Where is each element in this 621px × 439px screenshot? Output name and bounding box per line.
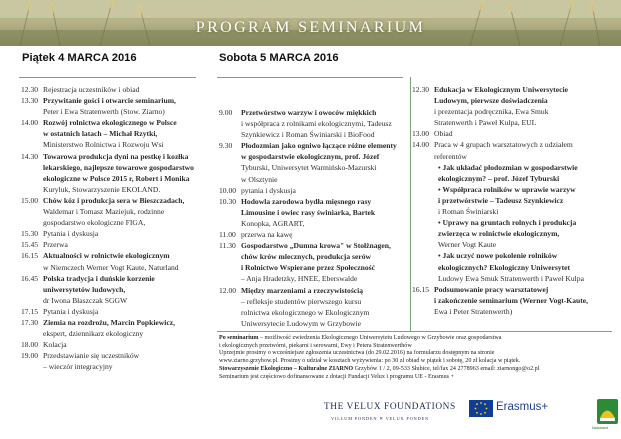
schedule-time: 12.30 (21, 85, 39, 94)
banner-title: PROGRAM SEMINARIUM (195, 19, 426, 36)
schedule-body (241, 240, 412, 284)
schedule-time: 16.15 (412, 284, 430, 294)
schedule-line: Rozwój rolnictwa ekologicznego w Polsce (43, 118, 177, 128)
schedule-body (241, 229, 412, 240)
schedule-time: 10.00 (219, 185, 237, 195)
schedule-time: 13.30 (21, 96, 39, 106)
schedule-entry (21, 339, 211, 350)
schedule-line: – refleksje studentów pierwszego kursu (241, 296, 362, 306)
schedule-line: i zakończenie seminarium (Werner Vogt-Kaute, (434, 295, 589, 305)
info-text: Grzybów 1 / 2, 09-533 Słubice, tel/fax 24 2778963 email: ziarnongo@o2.pl (353, 365, 540, 372)
schedule-time: 18.00 (21, 340, 39, 350)
schedule-line: i współpraca z rolnikami ekologicznymi, Tadeusz (241, 119, 392, 129)
schedule-entry (21, 228, 211, 239)
schedule-body (241, 196, 412, 229)
schedule-line: Gospodarstwo „Dumna krowa" w Stołżnagen, (241, 241, 391, 251)
divider (19, 77, 196, 78)
schedule-line: Pytania i dyskusja (43, 229, 99, 239)
schedule-line: w Niemczech Werner Vogt Kaute, Naturland (43, 262, 179, 272)
schedule-time: 14.30 (21, 151, 39, 161)
schedule-entry (21, 250, 211, 272)
schedule-line: ekologiczne w Polsce 2015 r, Robert i Monika (43, 173, 190, 183)
schedule-line: Peter i Ewa Stratenwerth (Stow. Ziarno) (43, 107, 165, 117)
schedule-entry (21, 151, 211, 195)
schedule-line: Waldemar i Tomasz Maziejuk, rodzinne (43, 207, 165, 217)
schedule-line: • Jak układać płodozmian w gospodarstwie (438, 162, 578, 172)
schedule-entry (219, 107, 412, 140)
schedule-entry (412, 217, 612, 250)
schedule-line: – wieczór integracyjny (43, 362, 113, 372)
schedule-line: Rejestracja uczestników i obiad (43, 85, 140, 94)
schedule-line: Ministerstwo Rolnictwa i Rozwoju Wsi (43, 140, 164, 150)
schedule-body (434, 162, 612, 184)
schedule-line: ekspert, dziennikarz ekologiczny (43, 329, 144, 339)
schedule-entry (21, 306, 211, 317)
info-label: Stowarzyszenie Ekologiczno – Kulturalne ZIARNO (219, 365, 354, 372)
schedule-time: 10.30 (219, 196, 237, 206)
schedule-line: ekologicznych? Ekologiczny Uniwersytet (438, 262, 571, 272)
schedule-time: 17.15 (21, 306, 39, 316)
schedule-time (412, 184, 434, 217)
schedule-line: Ewa i Peter Stratenwerth) (434, 306, 513, 316)
schedule-line: Ludowym, pierwsze doświadczenia (434, 96, 548, 106)
schedule-entry (21, 317, 211, 339)
schedule-line: chów krów mlecznych, produkcja serów (241, 252, 371, 262)
schedule-entry (412, 184, 612, 217)
schedule-body (434, 284, 612, 317)
schedule-line: pytania i dyskusja (241, 185, 296, 195)
schedule-time: 13.00 (412, 129, 430, 139)
eu-flag-icon (469, 400, 493, 417)
schedule-entry (219, 196, 412, 229)
schedule-line: Towarowa produkcja dyni na pestkę i kozłka (43, 151, 189, 161)
schedule-line: Szynkiewicz i Roman Świniarski i BioFood (241, 130, 375, 140)
schedule-line: Limousine i owiec rasy świniarka, Bartek (241, 207, 376, 217)
schedule-entry (412, 284, 612, 317)
schedule-line: Hodowla zarodowa bydła mięsnego rasy (241, 196, 372, 206)
schedule-line: i Roman Świniarski (438, 207, 499, 217)
schedule-line: • Jak uczyć nowe pokolenie rolników (438, 251, 558, 261)
schedule-entry (21, 117, 211, 150)
schedule-body (43, 317, 211, 339)
schedule-time (412, 162, 434, 184)
info-text: i ekologicznych przetwórni, piekarni i serowarni, Ewy i Petera Stratenwerthów (219, 342, 412, 349)
schedule-entry (412, 162, 612, 184)
schedule-entry (412, 84, 612, 128)
schedule-line: rolnictwa ekologicznego w Ekologicznym (241, 307, 370, 317)
schedule-entry (219, 240, 412, 284)
schedule-body (43, 84, 211, 95)
schedule-line: Przetwórstwo warzyw i owoców miękkich (241, 108, 377, 117)
schedule-body (43, 195, 211, 228)
velux-logo-subtitle: VILLUM FONDEN ✕ VELUX FONDEN (331, 416, 429, 421)
schedule-time: 9.00 (219, 108, 233, 117)
schedule-saturday-afternoon (412, 84, 612, 317)
info-text: Seminarium jest częściowo dofinansowane z dotacji Fundacji Velux i programu UE - Erasmus + (219, 373, 454, 380)
schedule-entry (21, 273, 211, 306)
schedule-body (434, 184, 612, 217)
schedule-time: 19.00 (21, 351, 39, 361)
info-text: – możliwość zwiedzenia Ekologicznego Uniwersytetu Ludowego w Grzybowie oraz gospodarstwa (258, 335, 502, 341)
schedule-body (43, 306, 211, 317)
schedule-body (241, 185, 412, 196)
schedule-saturday-morning (219, 107, 412, 329)
schedule-body (434, 128, 612, 139)
schedule-body (434, 250, 612, 283)
erasmus-logo: Erasmus+ (496, 401, 549, 413)
schedule-entry (412, 128, 612, 139)
schedule-line: dr Iwona Błaszczak SGGW (43, 295, 128, 305)
info-block (219, 335, 604, 381)
schedule-line: w gospodarstwie ekologicznym, prof. Józef (241, 152, 380, 162)
schedule-entry (21, 95, 211, 117)
divider (217, 331, 612, 332)
schedule-time: 12.00 (219, 285, 237, 295)
schedule-line: Przerwa (43, 240, 68, 250)
schedule-line: Płodozmian jako ogniwo łączące różne elementy (241, 141, 397, 151)
schedule-time: 11.30 (219, 241, 236, 251)
schedule-line: Podsumowanie pracy warsztatowej (434, 284, 549, 294)
schedule-line: Edukacja w Ekologicznym Uniwersytecie (434, 85, 568, 94)
schedule-entry (219, 285, 412, 329)
schedule-line: i przetwórstwie – Tadeusz Szynkiewicz (438, 195, 564, 205)
schedule-entry (21, 195, 211, 228)
schedule-line: referentów (434, 151, 467, 161)
schedule-line: i Rolnictwo Wspierane przez Społeczność (241, 263, 375, 273)
schedule-line: Werner Vogt Kaute (438, 240, 497, 250)
naturland-logo-icon (597, 399, 618, 424)
schedule-line: w Olsztynie (241, 174, 278, 184)
schedule-line: Ludowy Ewa Smuk Stratenwerth i Paweł Kulpa (438, 273, 584, 283)
divider (217, 77, 403, 78)
schedule-body (43, 339, 211, 350)
schedule-body (434, 139, 612, 161)
schedule-body (241, 285, 412, 329)
schedule-time: 15.00 (21, 195, 39, 205)
schedule-body (43, 250, 211, 272)
schedule-line: Praca w 4 grupach warsztatowych z udziałem (434, 140, 573, 150)
schedule-line: przerwa na kawę (241, 230, 293, 240)
schedule-entry (21, 350, 211, 372)
day-heading-saturday: Sobota 5 MARCA 2016 (219, 52, 339, 64)
schedule-line: Pytania i dyskusja (43, 306, 99, 316)
schedule-body (43, 228, 211, 239)
schedule-time: 11.00 (219, 230, 236, 240)
schedule-time: 17.30 (21, 317, 39, 327)
schedule-entry (219, 140, 412, 184)
schedule-time: 14.00 (21, 118, 39, 128)
schedule-body (241, 140, 412, 184)
schedule-line: Tyburski, Uniwersytet Warmińsko-Mazurski (241, 163, 377, 173)
schedule-entry (21, 239, 211, 250)
info-text: www.ziarno.grzybow.pl. Prosimy o udział w kosztach wyżywienia: po 30 zł obiad w piątek i sobotę, 20 zł kolacja w piątek. (219, 358, 521, 365)
schedule-line: Uniwersytecie Ludowym w Grzybowie (241, 318, 361, 328)
velux-logo: THE VELUX FOUNDATIONS (324, 402, 456, 412)
info-text: Uprzejmie prosimy o wcześniejsze zgłoszenia uczestnictwa (do 29.02.2016) na formularzu dostępnym na stronie (219, 350, 495, 357)
schedule-line: uniwersytetów ludowych, (43, 284, 126, 294)
schedule-line: Przedstawianie się uczestników (43, 351, 140, 361)
schedule-body (43, 239, 211, 250)
schedule-friday (21, 84, 211, 372)
schedule-body (43, 273, 211, 306)
schedule-line: Przywitanie gości i otwarcie seminarium, (43, 96, 176, 106)
schedule-line: i prezentacja podręcznika, Ewa Smuk (434, 107, 549, 117)
schedule-entry (412, 250, 612, 283)
schedule-body (434, 84, 612, 128)
schedule-time: 15.45 (21, 240, 39, 250)
schedule-time (412, 217, 434, 250)
schedule-entry (219, 229, 412, 240)
schedule-body (43, 151, 211, 195)
schedule-line: lekarskiego, najlepsze towarowe gospodarstwo (43, 162, 194, 172)
schedule-time: 16.45 (21, 273, 39, 283)
schedule-line: • Uprawy na gruntach rolnych i produkcja (438, 218, 577, 228)
naturland-label: Naturland (592, 426, 608, 430)
sponsor-logos (219, 396, 619, 436)
schedule-entry (412, 139, 612, 161)
schedule-body (43, 350, 211, 372)
schedule-time: 14.00 (412, 140, 430, 150)
day-heading-friday: Piątek 4 MARCA 2016 (22, 52, 137, 64)
schedule-line: zwierzęca w rolnictwie ekologicznym, (438, 229, 560, 239)
schedule-line: ekologicznym? – prof. Józef Tyburski (438, 173, 560, 183)
schedule-line: w ostatnich latach – Michał Rzytki, (43, 129, 158, 139)
schedule-entry (21, 84, 211, 95)
schedule-line: Aktualności w rolnictwie ekologicznym (43, 251, 170, 261)
schedule-line: gospodarstwo ekologiczne FIGA, (43, 218, 146, 228)
schedule-line: • Współpraca rolników w uprawie warzyw (438, 184, 576, 194)
schedule-time (412, 250, 434, 283)
schedule-body (43, 117, 211, 150)
schedule-time: 15.30 (21, 229, 39, 239)
schedule-body (241, 107, 412, 140)
schedule-line: Chów kóz i produkcja sera w Bieszczadach, (43, 195, 185, 205)
schedule-time: 12.30 (412, 85, 430, 94)
schedule-line: Stratenwerth i Paweł Kulpa, EUL (434, 118, 537, 128)
schedule-line: Obiad (434, 129, 453, 139)
schedule-line: Polska tradycja i duńskie korzenie (43, 273, 155, 283)
header-banner (0, 0, 621, 46)
schedule-line: Między marzeniami a rzeczywistością (241, 285, 364, 295)
info-label: Po seminarium (219, 335, 259, 341)
schedule-line: Kuryluk, Stowarzyszenie EKOLAND. (43, 184, 161, 194)
schedule-line: Konopka, AGRART, (241, 218, 305, 228)
schedule-line: – Anja Hradetzky, HNEE, Eberswalde (241, 274, 358, 284)
schedule-body (434, 217, 612, 250)
schedule-body (43, 95, 211, 117)
schedule-line: Ziemia na rozdrożu, Marcin Popkiewicz, (43, 317, 176, 327)
schedule-time: 9.30 (219, 141, 233, 151)
schedule-entry (219, 185, 412, 196)
schedule-time: 16.15 (21, 251, 39, 261)
schedule-line: Kolacja (43, 340, 67, 350)
